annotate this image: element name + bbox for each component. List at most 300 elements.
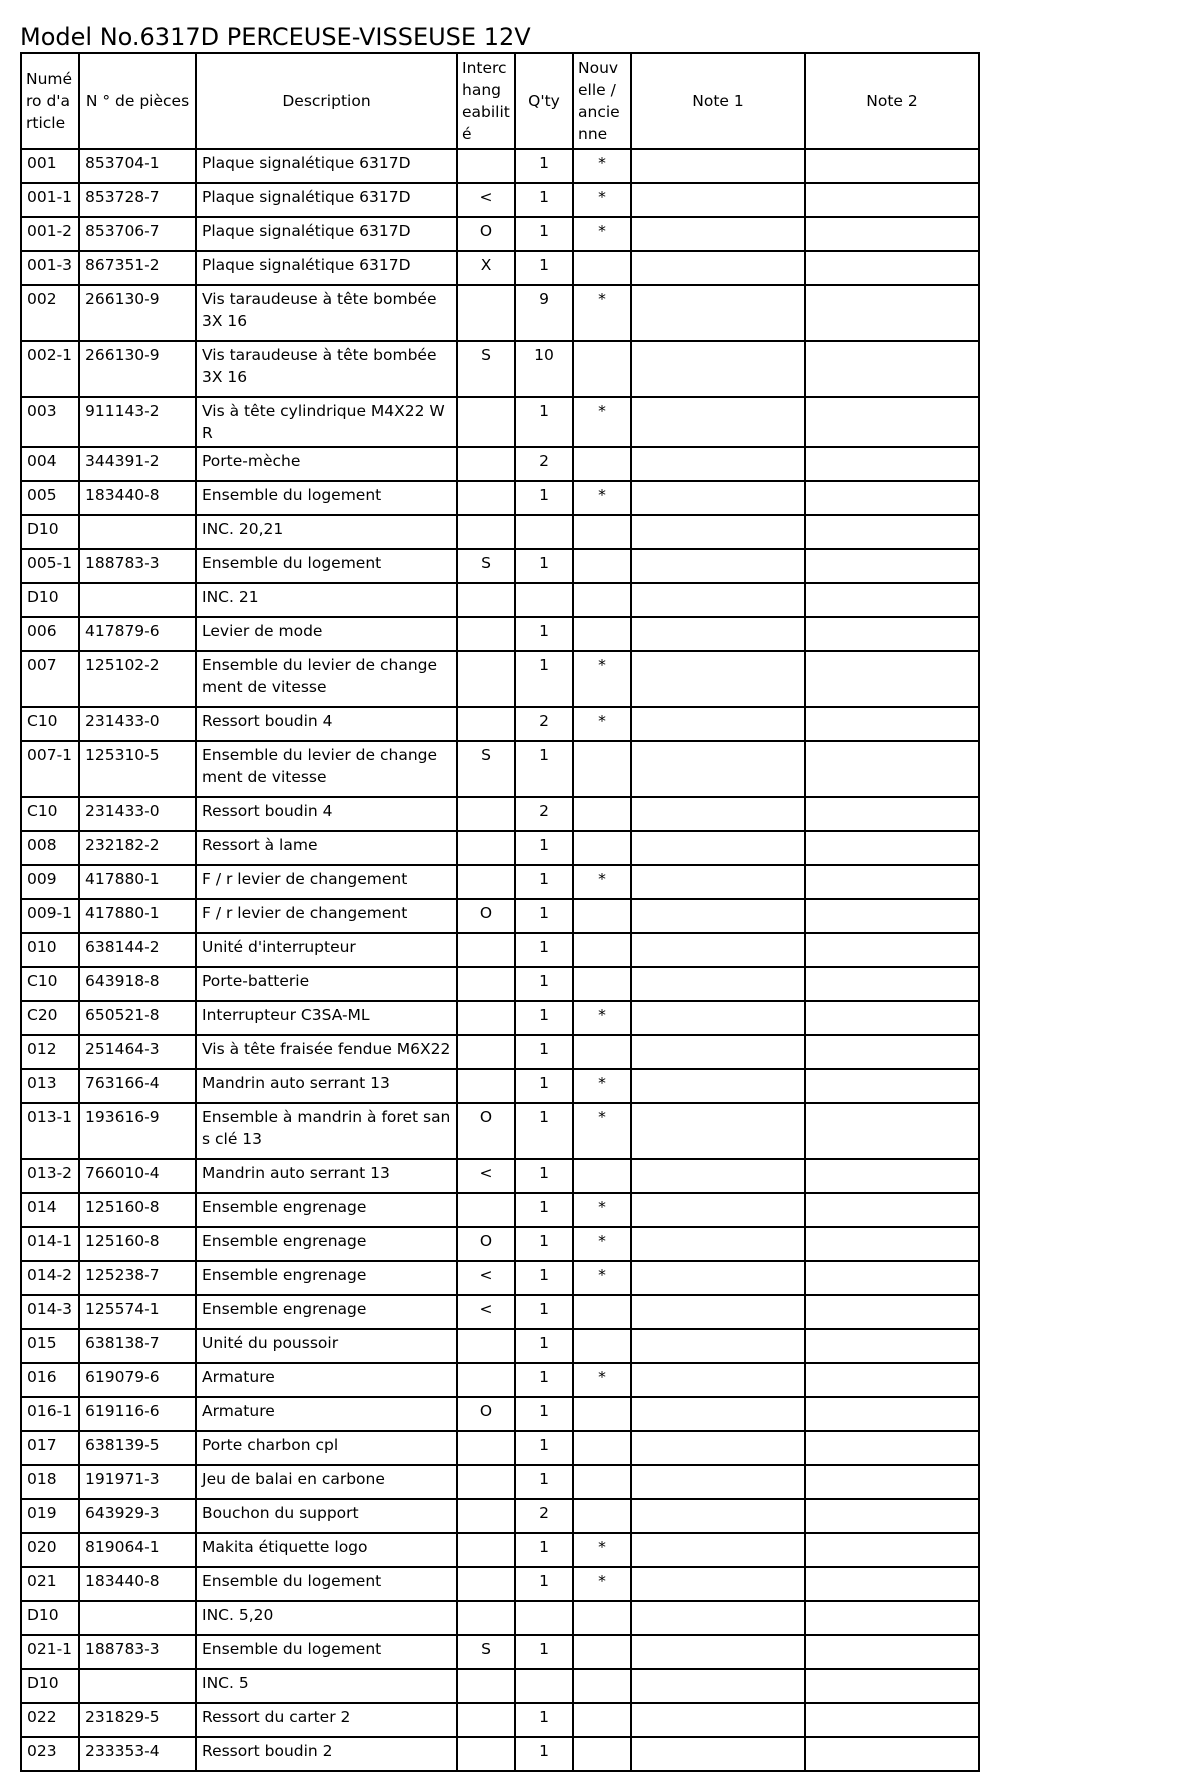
part-no-cell: 638138-7: [79, 1329, 196, 1363]
interchangeability-cell: [457, 1363, 515, 1397]
table-row: [21, 831, 979, 865]
item-no-cell: 023: [21, 1737, 79, 1771]
part-no-cell: 638139-5: [79, 1431, 196, 1465]
description-cell: Ensemble à mandrin à foret sans clé 13: [196, 1103, 457, 1159]
new-old-cell: [573, 1499, 631, 1533]
item-no-cell: 014: [21, 1193, 79, 1227]
note-1-cell: [631, 447, 805, 481]
item-no-cell: 017: [21, 1431, 79, 1465]
note-1-cell: [631, 1635, 805, 1669]
note-1-cell: [631, 933, 805, 967]
table-row: [21, 1397, 979, 1431]
new-old-cell: *: [573, 651, 631, 707]
part-no-cell: 125160-8: [79, 1193, 196, 1227]
interchangeability-cell: [457, 149, 515, 183]
qty-cell: 1: [515, 899, 573, 933]
item-no-cell: C10: [21, 707, 79, 741]
note-2-cell: [805, 899, 979, 933]
qty-cell: 1: [515, 651, 573, 707]
note-2-cell: [805, 933, 979, 967]
qty-cell: 1: [515, 831, 573, 865]
description-cell: Porte charbon cpl: [196, 1431, 457, 1465]
interchangeability-cell: [457, 1431, 515, 1465]
table-row: [21, 149, 979, 183]
note-1-cell: [631, 1329, 805, 1363]
table-row: [21, 1635, 979, 1669]
part-no-cell: 125574-1: [79, 1295, 196, 1329]
item-no-cell: 014-3: [21, 1295, 79, 1329]
note-1-cell: [631, 1499, 805, 1533]
item-no-cell: C10: [21, 797, 79, 831]
interchangeability-cell: [457, 1703, 515, 1737]
table-row: [21, 741, 979, 797]
item-no-cell: 013-2: [21, 1159, 79, 1193]
item-no-cell: 007-1: [21, 741, 79, 797]
interchangeability-cell: [457, 967, 515, 1001]
new-old-cell: [573, 1329, 631, 1363]
interchangeability-cell: [457, 285, 515, 341]
new-old-cell: *: [573, 397, 631, 447]
table-row: [21, 341, 979, 397]
interchangeability-cell: [457, 1669, 515, 1703]
note-1-cell: [631, 583, 805, 617]
note-2-cell: [805, 741, 979, 797]
interchangeability-cell: [457, 1035, 515, 1069]
note-2-cell: [805, 481, 979, 515]
note-1-cell: [631, 515, 805, 549]
note-1-cell: [631, 251, 805, 285]
table-row: [21, 1431, 979, 1465]
header-qty: Q'ty: [515, 53, 573, 149]
table-row: [21, 1103, 979, 1159]
interchangeability-cell: [457, 1567, 515, 1601]
note-2-cell: [805, 515, 979, 549]
item-no-cell: 005: [21, 481, 79, 515]
part-no-cell: 125160-8: [79, 1227, 196, 1261]
table-row: [21, 285, 979, 341]
note-2-cell: [805, 967, 979, 1001]
interchangeability-cell: [457, 1533, 515, 1567]
qty-cell: 1: [515, 1703, 573, 1737]
note-2-cell: [805, 1363, 979, 1397]
interchangeability-cell: <: [457, 1261, 515, 1295]
note-1-cell: [631, 617, 805, 651]
table-row: [21, 397, 979, 447]
note-2-cell: [805, 865, 979, 899]
interchangeability-cell: [457, 797, 515, 831]
part-no-cell: 125102-2: [79, 651, 196, 707]
table-row: [21, 1567, 979, 1601]
item-no-cell: D10: [21, 583, 79, 617]
item-no-cell: 019: [21, 1499, 79, 1533]
qty-cell: 1: [515, 481, 573, 515]
note-2-cell: [805, 1001, 979, 1035]
new-old-cell: [573, 617, 631, 651]
interchangeability-cell: [457, 1601, 515, 1635]
qty-cell: 1: [515, 1261, 573, 1295]
note-2-cell: [805, 447, 979, 481]
note-2-cell: [805, 217, 979, 251]
description-cell: Ensemble du logement: [196, 1635, 457, 1669]
note-1-cell: [631, 1295, 805, 1329]
note-1-cell: [631, 1261, 805, 1295]
header-description: Description: [196, 53, 457, 149]
part-no-cell: 231433-0: [79, 707, 196, 741]
description-cell: Vis à tête fraisée fendue M6X22: [196, 1035, 457, 1069]
table-row: [21, 651, 979, 707]
item-no-cell: 013: [21, 1069, 79, 1103]
item-no-cell: 001-2: [21, 217, 79, 251]
note-1-cell: [631, 1103, 805, 1159]
description-cell: Armature: [196, 1363, 457, 1397]
item-no-cell: D10: [21, 1669, 79, 1703]
parts-table: [20, 52, 980, 1772]
note-1-cell: [631, 397, 805, 447]
new-old-cell: [573, 515, 631, 549]
qty-cell: 1: [515, 933, 573, 967]
new-old-cell: *: [573, 1533, 631, 1567]
part-no-cell: 417880-1: [79, 899, 196, 933]
description-cell: INC. 20,21: [196, 515, 457, 549]
item-no-cell: 008: [21, 831, 79, 865]
interchangeability-cell: S: [457, 341, 515, 397]
part-no-cell: 763166-4: [79, 1069, 196, 1103]
description-cell: Armature: [196, 1397, 457, 1431]
description-cell: Ensemble engrenage: [196, 1227, 457, 1261]
note-2-cell: [805, 1159, 979, 1193]
table-row: [21, 1069, 979, 1103]
table-row: [21, 1159, 979, 1193]
header-interchangeability: Interchangeabilité: [457, 53, 515, 149]
qty-cell: 1: [515, 1635, 573, 1669]
item-no-cell: 004: [21, 447, 79, 481]
note-2-cell: [805, 1329, 979, 1363]
new-old-cell: [573, 1295, 631, 1329]
note-1-cell: [631, 217, 805, 251]
note-2-cell: [805, 1635, 979, 1669]
qty-cell: 1: [515, 1069, 573, 1103]
note-1-cell: [631, 1035, 805, 1069]
description-cell: Ensemble du logement: [196, 1567, 457, 1601]
table-row: [21, 865, 979, 899]
part-no-cell: 417879-6: [79, 617, 196, 651]
note-1-cell: [631, 1601, 805, 1635]
part-no-cell: 188783-3: [79, 549, 196, 583]
note-1-cell: [631, 899, 805, 933]
item-no-cell: C10: [21, 967, 79, 1001]
qty-cell: 2: [515, 1499, 573, 1533]
qty-cell: 1: [515, 1193, 573, 1227]
description-cell: Unité du poussoir: [196, 1329, 457, 1363]
table-row: [21, 515, 979, 549]
note-1-cell: [631, 707, 805, 741]
note-2-cell: [805, 1499, 979, 1533]
note-1-cell: [631, 149, 805, 183]
interchangeability-cell: O: [457, 217, 515, 251]
interchangeability-cell: [457, 481, 515, 515]
interchangeability-cell: O: [457, 1397, 515, 1431]
header-row: [21, 53, 979, 149]
item-no-cell: 022: [21, 1703, 79, 1737]
qty-cell: [515, 1669, 573, 1703]
item-no-cell: 018: [21, 1465, 79, 1499]
note-2-cell: [805, 1103, 979, 1159]
note-1-cell: [631, 651, 805, 707]
table-row: [21, 1227, 979, 1261]
item-no-cell: 012: [21, 1035, 79, 1069]
part-no-cell: 643918-8: [79, 967, 196, 1001]
item-no-cell: 003: [21, 397, 79, 447]
qty-cell: 1: [515, 1103, 573, 1159]
part-no-cell: 867351-2: [79, 251, 196, 285]
new-old-cell: [573, 447, 631, 481]
qty-cell: 2: [515, 707, 573, 741]
qty-cell: 1: [515, 149, 573, 183]
qty-cell: 1: [515, 1567, 573, 1601]
new-old-cell: [573, 1159, 631, 1193]
description-cell: Plaque signalétique 6317D: [196, 183, 457, 217]
qty-cell: 1: [515, 1001, 573, 1035]
table-row: [21, 217, 979, 251]
interchangeability-cell: O: [457, 1103, 515, 1159]
interchangeability-cell: [457, 1465, 515, 1499]
new-old-cell: [573, 1601, 631, 1635]
note-1-cell: [631, 549, 805, 583]
qty-cell: 1: [515, 1329, 573, 1363]
new-old-cell: *: [573, 1363, 631, 1397]
new-old-cell: [573, 831, 631, 865]
qty-cell: 1: [515, 1159, 573, 1193]
note-2-cell: [805, 1703, 979, 1737]
note-1-cell: [631, 1397, 805, 1431]
page-title: Model No.6317D PERCEUSE-VISSEUSE 12V: [20, 23, 531, 51]
qty-cell: 1: [515, 1295, 573, 1329]
note-1-cell: [631, 1533, 805, 1567]
description-cell: Jeu de balai en carbone: [196, 1465, 457, 1499]
description-cell: INC. 5,20: [196, 1601, 457, 1635]
description-cell: Plaque signalétique 6317D: [196, 217, 457, 251]
interchangeability-cell: [457, 1001, 515, 1035]
description-cell: Unité d'interrupteur: [196, 933, 457, 967]
item-no-cell: 010: [21, 933, 79, 967]
new-old-cell: [573, 1431, 631, 1465]
item-no-cell: 016: [21, 1363, 79, 1397]
note-2-cell: [805, 1397, 979, 1431]
part-no-cell: 638144-2: [79, 933, 196, 967]
table-row: [21, 707, 979, 741]
interchangeability-cell: [457, 1193, 515, 1227]
note-2-cell: [805, 651, 979, 707]
description-cell: Ensemble engrenage: [196, 1295, 457, 1329]
description-cell: Mandrin auto serrant 13: [196, 1069, 457, 1103]
note-2-cell: [805, 251, 979, 285]
header-part-no: N ° de pièces: [79, 53, 196, 149]
part-no-cell: 344391-2: [79, 447, 196, 481]
part-no-cell: [79, 1669, 196, 1703]
part-no-cell: 183440-8: [79, 1567, 196, 1601]
description-cell: INC. 5: [196, 1669, 457, 1703]
interchangeability-cell: [457, 1737, 515, 1771]
table-row: [21, 1261, 979, 1295]
part-no-cell: 193616-9: [79, 1103, 196, 1159]
note-1-cell: [631, 1703, 805, 1737]
part-no-cell: 188783-3: [79, 1635, 196, 1669]
description-cell: Interrupteur C3SA-ML: [196, 1001, 457, 1035]
qty-cell: 1: [515, 741, 573, 797]
interchangeability-cell: [457, 447, 515, 481]
note-1-cell: [631, 741, 805, 797]
item-no-cell: 001-1: [21, 183, 79, 217]
new-old-cell: [573, 583, 631, 617]
interchangeability-cell: <: [457, 1159, 515, 1193]
item-no-cell: D10: [21, 515, 79, 549]
note-2-cell: [805, 1601, 979, 1635]
note-2-cell: [805, 831, 979, 865]
part-no-cell: 266130-9: [79, 341, 196, 397]
note-2-cell: [805, 1035, 979, 1069]
table-row: [21, 1465, 979, 1499]
description-cell: Porte-mèche: [196, 447, 457, 481]
note-1-cell: [631, 865, 805, 899]
description-cell: Plaque signalétique 6317D: [196, 149, 457, 183]
new-old-cell: [573, 1703, 631, 1737]
note-1-cell: [631, 1465, 805, 1499]
description-cell: Ressort boudin 2: [196, 1737, 457, 1771]
new-old-cell: *: [573, 1227, 631, 1261]
note-2-cell: [805, 397, 979, 447]
note-2-cell: [805, 1533, 979, 1567]
interchangeability-cell: [457, 831, 515, 865]
part-no-cell: 911143-2: [79, 397, 196, 447]
qty-cell: 1: [515, 1397, 573, 1431]
item-no-cell: D10: [21, 1601, 79, 1635]
interchangeability-cell: [457, 1329, 515, 1363]
table-row: [21, 617, 979, 651]
table-row: [21, 481, 979, 515]
new-old-cell: [573, 741, 631, 797]
table-row: [21, 1533, 979, 1567]
interchangeability-cell: [457, 397, 515, 447]
table-row: [21, 583, 979, 617]
qty-cell: 10: [515, 341, 573, 397]
note-2-cell: [805, 1669, 979, 1703]
qty-cell: 1: [515, 865, 573, 899]
table-row: [21, 967, 979, 1001]
table-row: [21, 1001, 979, 1035]
table-row: [21, 1035, 979, 1069]
part-no-cell: 619079-6: [79, 1363, 196, 1397]
note-2-cell: [805, 617, 979, 651]
new-old-cell: [573, 1737, 631, 1771]
qty-cell: 1: [515, 1737, 573, 1771]
note-2-cell: [805, 341, 979, 397]
description-cell: Levier de mode: [196, 617, 457, 651]
description-cell: Vis à tête cylindrique M4X22 WR: [196, 397, 457, 447]
item-no-cell: 002-1: [21, 341, 79, 397]
item-no-cell: 021-1: [21, 1635, 79, 1669]
note-2-cell: [805, 285, 979, 341]
note-2-cell: [805, 1737, 979, 1771]
item-no-cell: 001-3: [21, 251, 79, 285]
new-old-cell: *: [573, 707, 631, 741]
table-row: [21, 1363, 979, 1397]
new-old-cell: *: [573, 1567, 631, 1601]
qty-cell: [515, 583, 573, 617]
qty-cell: [515, 515, 573, 549]
interchangeability-cell: [457, 1499, 515, 1533]
qty-cell: 1: [515, 1227, 573, 1261]
part-no-cell: 619116-6: [79, 1397, 196, 1431]
description-cell: Bouchon du support: [196, 1499, 457, 1533]
new-old-cell: [573, 251, 631, 285]
header-new-old: Nouvelle / ancienne: [573, 53, 631, 149]
new-old-cell: *: [573, 183, 631, 217]
part-no-cell: 125310-5: [79, 741, 196, 797]
description-cell: Ensemble du levier de changement de vitesse: [196, 651, 457, 707]
part-no-cell: 125238-7: [79, 1261, 196, 1295]
item-no-cell: 014-2: [21, 1261, 79, 1295]
new-old-cell: [573, 1035, 631, 1069]
qty-cell: 9: [515, 285, 573, 341]
parts-table-body: [21, 149, 979, 1771]
description-cell: Vis taraudeuse à tête bombée 3X 16: [196, 341, 457, 397]
note-1-cell: [631, 1737, 805, 1771]
note-2-cell: [805, 1465, 979, 1499]
part-no-cell: [79, 1601, 196, 1635]
part-no-cell: 643929-3: [79, 1499, 196, 1533]
item-no-cell: 021: [21, 1567, 79, 1601]
part-no-cell: 251464-3: [79, 1035, 196, 1069]
note-1-cell: [631, 285, 805, 341]
new-old-cell: [573, 899, 631, 933]
interchangeability-cell: [457, 865, 515, 899]
note-1-cell: [631, 1567, 805, 1601]
note-1-cell: [631, 1069, 805, 1103]
part-no-cell: 853706-7: [79, 217, 196, 251]
item-no-cell: 015: [21, 1329, 79, 1363]
qty-cell: 1: [515, 183, 573, 217]
qty-cell: 1: [515, 967, 573, 1001]
new-old-cell: *: [573, 285, 631, 341]
table-row: [21, 183, 979, 217]
item-no-cell: 007: [21, 651, 79, 707]
table-row: [21, 447, 979, 481]
table-row: [21, 1499, 979, 1533]
description-cell: Mandrin auto serrant 13: [196, 1159, 457, 1193]
qty-cell: 1: [515, 1465, 573, 1499]
interchangeability-cell: [457, 515, 515, 549]
note-1-cell: [631, 1669, 805, 1703]
table-row: [21, 1601, 979, 1635]
interchangeability-cell: [457, 651, 515, 707]
item-no-cell: 016-1: [21, 1397, 79, 1431]
note-2-cell: [805, 583, 979, 617]
note-2-cell: [805, 1227, 979, 1261]
note-2-cell: [805, 707, 979, 741]
new-old-cell: *: [573, 1001, 631, 1035]
new-old-cell: [573, 1397, 631, 1431]
note-1-cell: [631, 183, 805, 217]
note-1-cell: [631, 831, 805, 865]
table-row: [21, 1669, 979, 1703]
item-no-cell: 014-1: [21, 1227, 79, 1261]
interchangeability-cell: S: [457, 549, 515, 583]
note-1-cell: [631, 1227, 805, 1261]
note-2-cell: [805, 1193, 979, 1227]
table-row: [21, 797, 979, 831]
qty-cell: 1: [515, 1533, 573, 1567]
qty-cell: 1: [515, 217, 573, 251]
